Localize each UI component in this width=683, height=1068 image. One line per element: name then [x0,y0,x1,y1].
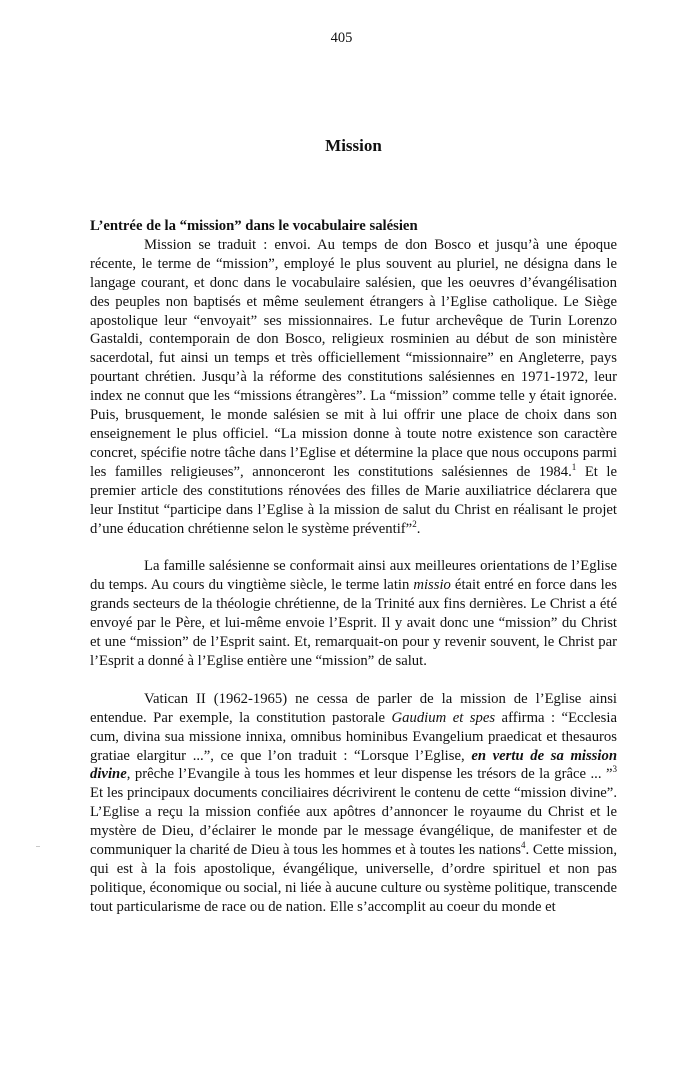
paragraph-3-text-e: . Cette mission, qui est à la fois apostolique, évangélique, universelle, d’ordre spirituel et non pas politique, économique ou social, ni liée à aucune culture ou système politique, transcende tout particularisme de race ou de nation. Elle s’accomplit au coeur du monde et [90,842,618,915]
paragraph-3 [90,690,617,917]
paragraph-3-text-c: , prêche l’Evangile à tous les hommes et leur dispense les trésors de la grâce ... ” [126,766,613,783]
paragraph-1 [90,236,617,539]
paragraph-3-text-a: Vatican II (1962-1965) ne cessa de parler de la mission de l’Eglise ainsi entendue. Par exemple, la constitution pastorale [90,690,617,726]
paragraph-1-text-a: Mission se traduit : envoi. Au temps de don Bosco et jusqu’à une époque récente, le terme de “mission”, employé le plus souvent au pluriel, ne désigna dans le langage courant, et donc dans le vocabulaire salésien, que les oeuvres d’évangélisation des peuples non baptisés et même seulement étrangers à l’Eglise catholique. Le Siège apostolique leur “envoyait” ses missionnaires. Le futur archevêque de Turin Lorenzo Gastaldi, contemporain de don Bosco, religieux rosminien au début de son ministère sacerdotal, fut ainsi un temps et très officiellement “missionnaire” en Angleterre, pays pourtant chrétien. Jusqu’à la réforme des constitutions salésiennes en 1971-1972, leur index ne connut que les “missions étrangères”. La “mission” comme telle y était ignorée. Puis, brusquement, le monde salésien se mit à lui offrir une place de choix dans son enseignement le plus officiel. “La mission donne à toute notre existence son caractère concret, spécifie notre tâche dans l’Eglise et détermine la place que nous occupons parmi les familles religieuses”, annonceront les constitutions salésiennes de 1984. [90,236,617,480]
footnote-ref-1: 1 [571,461,577,472]
paragraph-1-text-b: Et le premier article des constitutions rénovées des filles de Marie auxiliatrice déclarera que leur Institut “participe dans l’Eglise à la mission de salut du Christ en réalisant le projet d’une éducation chrétienne selon le système préventif” [90,463,617,537]
latin-term-missio: missio [413,577,451,594]
footnote-ref-4: 4 [521,840,526,851]
document-title-gaudium-et-spes: Gaudium et spes [391,709,496,726]
paragraph-2 [90,557,617,670]
body-text [90,217,617,917]
emphasized-phrase: en vertu de sa mission divine [90,747,617,783]
section-heading: L’entrée de la “mission” dans le vocabulaire salésien [90,218,418,234]
chapter-title: Mission [325,136,382,155]
footnote-ref-2: 2 [412,518,417,529]
paragraph-1-text-c: . [416,520,421,537]
paragraph-2-text-b: était entré en force dans les grands secteurs de la théologie chrétienne, de la Trinité aux fins dernières. Le Christ a été envoyé par le Père, et lui-même envoie l’Esprit. Il y avait donc une “mission” du Christ et une “mission” de l’Esprit saint. Et, remarquait-on pour y revenir souvent, le Christ par l’Esprit a donné à l’Eglise entière une “mission” de salut. [90,577,617,669]
scan-mark [36,846,40,847]
paragraph-2-text-a: La famille salésienne se conformait ainsi aux meilleures orientations de l’Eglise du temps. Au cours du vingtième siècle, le terme latin [90,558,617,594]
paragraph-3-text-d: Et les principaux documents conciliaires décrivirent le contenu de cette “mission divine”. L’Eglise a reçu la mission confiée aux apôtres d’annoncer le royaume du Christ et le mystère de Dieu, d’éclairer le monde par le message évangélique, de manifester et de communiquer la charité de Dieu à tous les hommes et à toutes les nations [90,785,617,859]
paragraph-3-text-b: affirma : “Ecclesia cum, divina sua missione innixa, omnibus hominibus Evangelium praedicat et thesauros gratiae elargitur ...”, ce que l’on traduit : “Lorsque l’Eglise, [90,709,617,764]
page-number: 405 [330,30,353,46]
footnote-ref-3: 3 [612,764,617,775]
